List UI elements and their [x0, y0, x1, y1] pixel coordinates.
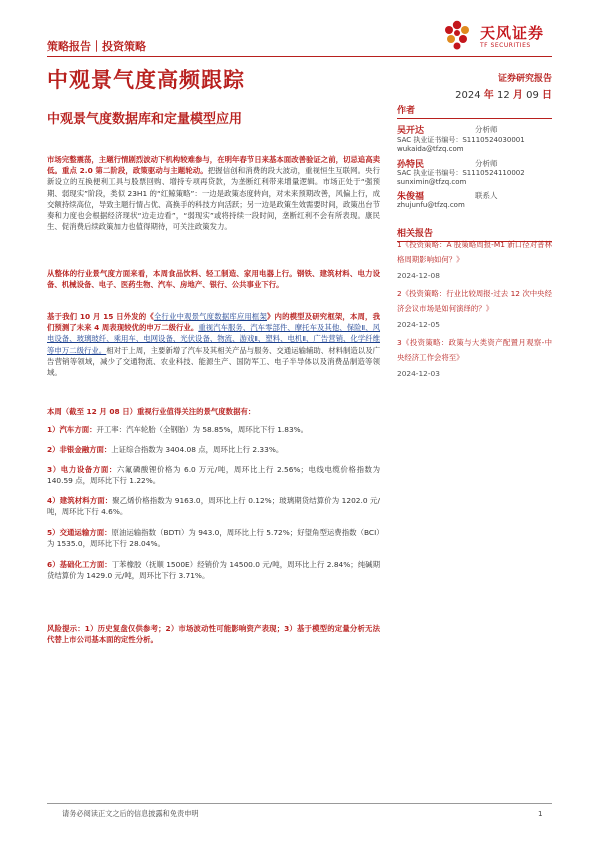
- summary-lead: 市场完整震荡，主题行情剧烈波动下机构较难参与，在明年春节日来基本面改善验证之前，切忌追高卖低。重点 2.0 第二阶段，政策驱动与主题轮动。: [47, 155, 380, 176]
- related-report-link[interactable]: 1《投资策略：A 股策略周报-M1 新口径对普林格周期影响如何？》: [397, 240, 552, 264]
- data-item-text: 丁苯橡胶（抚顺 1500E）经销价为 14500.0 元/吨，周环比上行 2.84%；纯碱期货结算价为 1429.0 元/吨，周环比下行 3.71%。: [47, 560, 380, 581]
- author-cert: SAC 执业证书编号：S1110524030001: [397, 136, 525, 144]
- data-item: [47, 424, 380, 435]
- risk-warning-text: 风险提示：1）历史复盘仅供参考；2）市场波动性可能影响资产表现；3）基于模型的定量分析无法代替上市公司基本面的定性分析。: [47, 624, 380, 645]
- industry-overview-paragraph: [47, 268, 380, 290]
- related-report-date: 2024-12-03: [397, 369, 440, 378]
- industry-overview-text: 从整体的行业景气度方面来看，本周食品饮料、轻工制造、家用电器上行。钢铁、建筑材料、电力设备、机械设备、电子、医药生物、汽车、房地产、银行、公共事业下行。: [47, 269, 380, 290]
- date-month-unit: 月: [512, 90, 523, 101]
- data-item-head: 4）建筑材料方面：: [47, 496, 113, 505]
- author-name: 孙特民: [397, 160, 425, 170]
- logo-wordmark: 天风证券: [480, 24, 545, 42]
- authors-heading: 作者: [397, 103, 552, 119]
- date-day: 09: [526, 90, 539, 101]
- data-item-text: 上证综合指数为 3404.08 点，周环比上行 2.33%。: [111, 445, 284, 454]
- data-item-text: 聚乙烯价格指数为 9163.0，周环比上行 0.12%；玻璃期货结算价为 1202.0 元/吨，周环比下行 4.6%。: [47, 496, 380, 517]
- author-email[interactable]: sunximin@tfzq.com: [397, 178, 467, 186]
- footer-disclaimer: 请务必阅读正文之后的信息披露和免责申明: [62, 809, 199, 818]
- data-item: [47, 444, 380, 455]
- risk-warning: [47, 623, 380, 645]
- summary-paragraph: [47, 154, 380, 232]
- data-item-text: 原油运输指数（BDTI）为 943.0，周环比上行 5.72%；好望角型运费指数（BCI）为 1535.0，周环比下行 28.04%。: [47, 528, 380, 549]
- author-role: 分析师: [475, 159, 498, 168]
- data-item: [47, 527, 380, 549]
- header-divider: [47, 56, 552, 57]
- date-day-unit: 日: [542, 90, 552, 101]
- model-paragraph: [47, 311, 380, 378]
- date-month: 12: [496, 90, 510, 101]
- company-logo: [440, 16, 555, 56]
- author-name: 朱俊福: [397, 192, 425, 202]
- page-number: 1: [538, 809, 543, 818]
- related-report-link[interactable]: 2《投资策略：行业比较周报-过去 12 次中央经济会议市场是如何演绎的？》: [397, 289, 552, 313]
- author-cert: SAC 执业证书编号：S1110524110002: [397, 169, 525, 177]
- weekly-data-intro: [47, 406, 380, 417]
- date-year: 2024: [455, 90, 481, 101]
- author-role: 联系人: [475, 191, 498, 200]
- author-email[interactable]: zhujunfu@tfzq.com: [397, 201, 465, 209]
- model-mid: 》内的模型及研究框架，本周，我们预测了未来 4 周表现较优的申万二级行业。: [47, 312, 380, 333]
- related-report-date: 2024-12-05: [397, 320, 440, 329]
- data-item-text: 六氟磷酸锂价格为 6.0 万元/吨，周环比上行 2.56%；电线电缆价格指数为 140.59 点，周环比下行 1.22%。: [47, 465, 380, 486]
- data-item: [47, 559, 380, 581]
- data-item: [47, 464, 380, 486]
- report-category: 策略报告｜投资策略: [47, 40, 146, 53]
- related-report-date: 2024-12-08: [397, 271, 440, 280]
- author-name: 吴开达: [397, 126, 425, 136]
- report-date: [455, 86, 552, 101]
- logo-subtext: TF SECURITIES: [480, 42, 531, 49]
- recommended-industries: 重视汽车服务、汽车零部件、摩托车及其他、保险Ⅱ、风电设备、玻璃玻纤、乘用车、电网设备、光伏设备、物流、游戏Ⅱ、塑料、电机Ⅱ、广告营销、化学纤维等申万二级行业。: [47, 323, 381, 355]
- model-rest: 相对于上周，主要新增了汽车及其相关产品与服务、交通运输辅助、材料制造以及广告营销等领域，减少了交通物流、农业科技、能源生产、国防军工、电子半导体以及消费品制造等领域。: [47, 345, 380, 378]
- weekly-data-intro-text: 本周（截至 12 月 08 日）重视行业值得关注的景气度数据有：: [47, 407, 256, 416]
- data-item-head: 6）基础化工方面：: [47, 560, 112, 569]
- author-role: 分析师: [475, 125, 498, 134]
- logo-flower-icon: [440, 16, 474, 56]
- date-year-unit: 年: [483, 90, 494, 101]
- data-item-text: 开工率：汽车轮胎（全钢胎）为 58.85%，周环比下行 1.83%。: [96, 425, 309, 434]
- data-item-head: 1）汽车方面：: [47, 425, 97, 434]
- framework-report-link[interactable]: 全行业中观景气度数据库应用框架: [153, 312, 267, 321]
- footer-divider: [47, 803, 552, 804]
- page-subtitle: 中观景气度数据库和定量模型应用: [47, 112, 243, 127]
- data-item: [47, 495, 380, 517]
- data-item-head: 5）交通运输方面：: [47, 528, 112, 537]
- related-reports-heading: 相关报告: [397, 226, 552, 242]
- report-type: 证券研究报告: [497, 74, 552, 84]
- summary-text: 把握信创和消费的段大波动，重视恒生互联网。央行新设立的互换便利工具与股票回购、增持专项再贷款，为垄断红利带来增量逻辑。市场正处于“强预期、弱现实”阶段，类似 23H1 的“红鲸策略”：一边是政策态度转向，对未来预期改善，风偏上行，成交额持续高位，导致主题行情占优、高换手的科技方向活跃；另一边是政策生效需要时间，政策出台节奏和力度也会根据经济现状“边走边看”，“弱现实”或将持续一段时间，垄断红利不会有所表现。康民生、促消费后续政策加力也值得期待，可关注政策发力。: [47, 166, 380, 232]
- data-item-head: 2）非银金融方面：: [47, 445, 112, 454]
- page-title: 中观景气度高频跟踪: [47, 68, 245, 92]
- data-item-head: 3）电力设备方面：: [47, 465, 117, 474]
- related-report-link[interactable]: 3《投资策略：政策与大类资产配置月观察-中央经济工作会将至》: [397, 338, 552, 362]
- model-lead: 基于我们 10 月 15 日外发的《: [47, 312, 154, 321]
- author-email[interactable]: wukaida@tfzq.com: [397, 145, 464, 153]
